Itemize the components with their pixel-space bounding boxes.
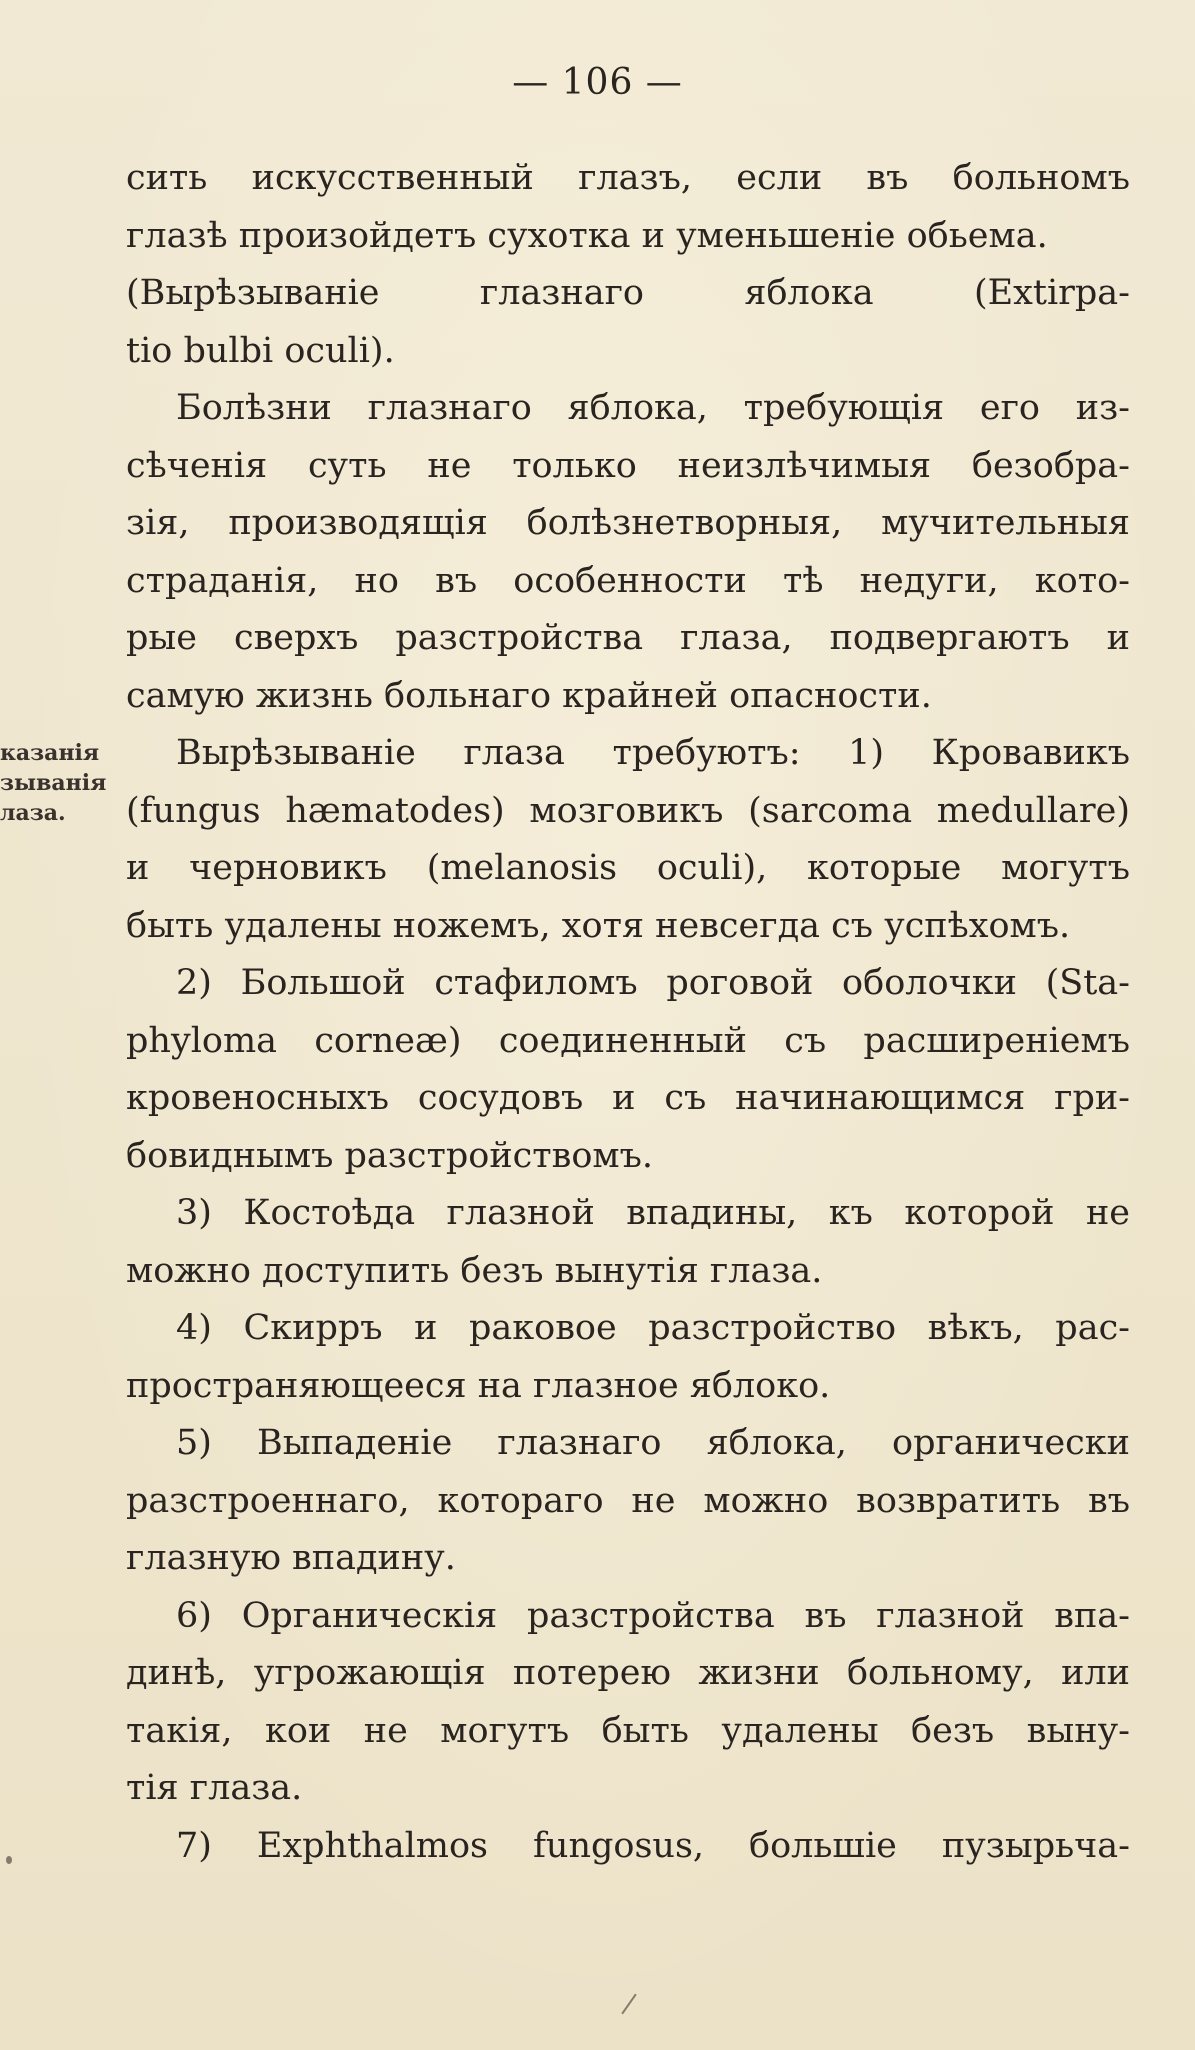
ink-mark [621,1994,636,2015]
text-line: можно доступить безъ вынутія глаза. [126,1250,823,1291]
text-line: глазѣ произойдетъ сухотка и уменьшеніе обьема. [126,215,1048,256]
margin-note-line: лаза. [0,800,66,826]
text-line: тія глаза. [126,1768,303,1808]
text-line: сѣченія суть не только неизлѣчимыя безобра- [126,445,1130,486]
text-line: страданія, но въ особенности тѣ недуги, кото- [126,560,1130,601]
text-line: phyloma corneæ) соединенный съ расширеніемъ [126,1020,1130,1061]
text-line: 4) Скирръ и раковое разстройство вѣкъ, рас- [176,1308,1130,1348]
text-line: быть удалены ножемъ, хотя невсегда съ успѣхомъ. [126,905,1071,946]
text-line: такія, кои не могутъ быть удалены безъ выну- [126,1710,1130,1751]
text-line: Болѣзни глазнаго яблока, требующія его из- [176,388,1130,428]
margin-note-line: зыванія [0,770,107,796]
margin-note-line: казанія [0,740,100,766]
body-text [126,150,1130,1875]
text-line: и черновикъ (melanosis oculi), которые могутъ [126,848,1130,888]
text-line: разстроеннаго, котораго не можно возвратить въ [126,1480,1130,1521]
page-number: — 106 — [512,62,683,103]
text-line: Вырѣзываніе глаза требуютъ: 1) Кровавикъ [176,733,1130,773]
text-line: зія, производящія болѣзнетворныя, мучительныя [126,503,1130,543]
ink-spot [6,1856,12,1864]
text-line: 2) Большой стафиломъ роговой оболочки (Sta- [176,963,1130,1003]
text-line: глазную впадину. [126,1538,456,1578]
text-line: кровеносныхъ сосудовъ и съ начинающимся гри- [126,1078,1130,1118]
text-line: бовиднымъ разстройствомъ. [126,1135,654,1176]
text-line: пространяющееся на глазное яблоко. [126,1365,831,1406]
text-line: рые сверхъ разстройства глаза, подвергаютъ и [126,618,1130,658]
text-line: (fungus hæmatodes) мозговикъ (sarcoma medullare) [126,790,1130,831]
text-line: 7) Exphthalmos fungosus, большіе пузырьча- [176,1825,1130,1866]
text-line: сить искусственный глазъ, если въ больномъ [126,158,1130,198]
section-heading: (Вырѣзываніе глазнаго яблока (Extirpa- [126,273,1130,313]
text-line: динѣ, угрожающія потерею жизни больному, или [126,1653,1130,1693]
text-line: самую жизнь больнаго крайней опасности. [126,675,932,716]
text-line: tio bulbi oculi). [126,330,395,371]
text-line: 5) Выпаденіе глазнаго яблока, органически [176,1423,1130,1463]
text-line: 6) Органическія разстройства въ глазной впа- [176,1595,1130,1636]
margin-note [0,738,110,828]
text-line: 3) Костоѣда глазной впадины, къ которой не [176,1193,1130,1233]
